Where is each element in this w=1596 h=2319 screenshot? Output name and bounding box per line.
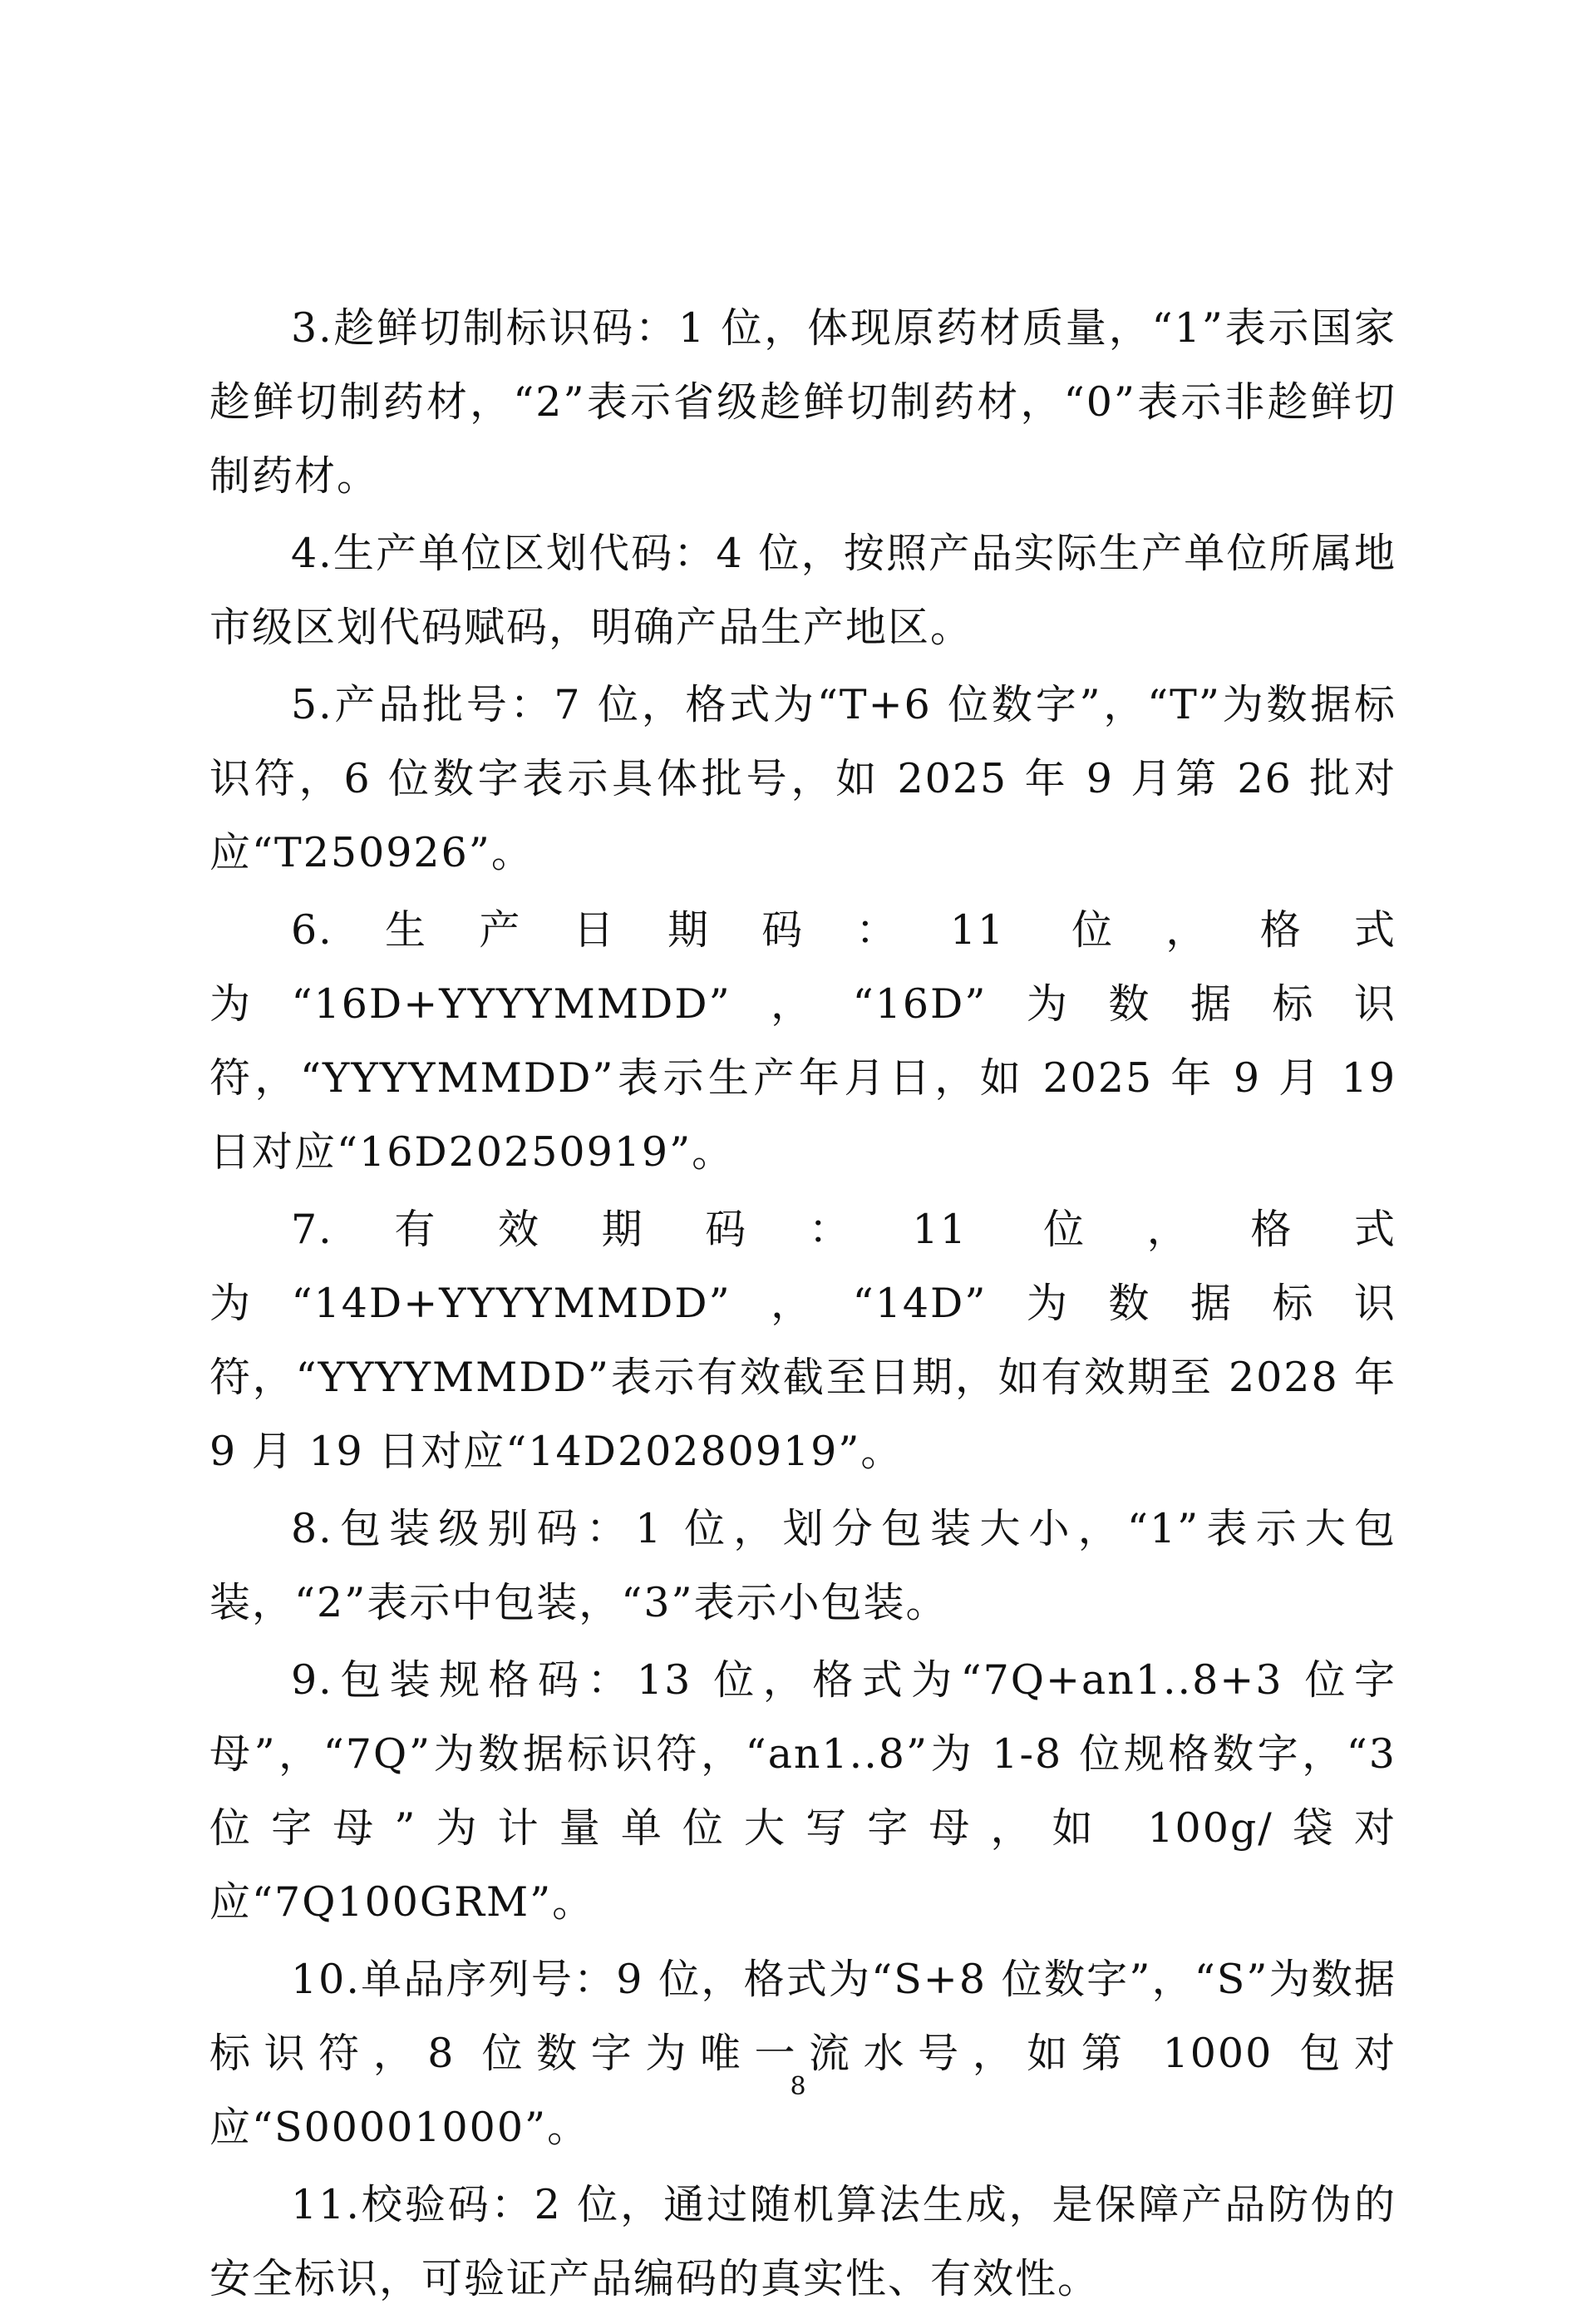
paragraph-region-code: 4.生产单位区划代码：4 位，按照产品实际生产单位所属地市级区划代码赋码，明确产品生产地区。: [209, 530, 1396, 651]
paragraph-package-level: 8.包装级别码：1 位，划分包装大小，“1”表示大包装，“2”表示中包装，“3”表示小包装。: [209, 1505, 1396, 1626]
body-text: [209, 291, 1396, 2319]
paragraph-batch-number: 5.产品批号：7 位，格式为“T+6 位数字”，“T”为数据标识符，6 位数字表示具体批号，如 2025 年 9 月第 26 批对应“T250926”。: [209, 681, 1396, 876]
paragraph-serial-number: 10.单品序列号：9 位，格式为“S+8 位数字”，“S”为数据标识符，8 位数字为唯一流水号，如第 1000 包对应“S00001000”。: [209, 1956, 1396, 2151]
paragraph-expiry-date: 7.有效期码：11 位，格式为“14D+YYYYMMDD”，“14D”为数据标识符，“YYYYMMDD”表示有效截至日期，如有效期至 2028 年 9 月 19 日对应“14D20280919”。: [209, 1206, 1396, 1475]
paragraph-fresh-cut-code: 3.趁鲜切制标识码：1 位，体现原药材质量，“1”表示国家趁鲜切制药材，“2”表示省级趁鲜切制药材，“0”表示非趁鲜切制药材。: [209, 304, 1396, 500]
paragraph-check-code: 11.校验码：2 位，通过随机算法生成，是保障产品防伪的安全标识，可验证产品编码的真实性、有效性。: [209, 2181, 1396, 2302]
paragraph-package-spec: 9.包装规格码：13 位，格式为“7Q+an1..8+3 位字母”，“7Q”为数据标识符，“an1..8”为 1-8 位规格数字，“3 位字母”为计量单位大写字母，如 100g/袋对应“7Q100GRM”。: [209, 1656, 1396, 1926]
paragraph-production-date: 6.生产日期码：11 位，格式为“16D+YYYYMMDD”，“16D”为数据标识符，“YYYYMMDD”表示生产年月日，如 2025 年 9 月 19 日对应“16D20250919”。: [209, 906, 1396, 1176]
page-number: 8: [790, 2072, 806, 2101]
